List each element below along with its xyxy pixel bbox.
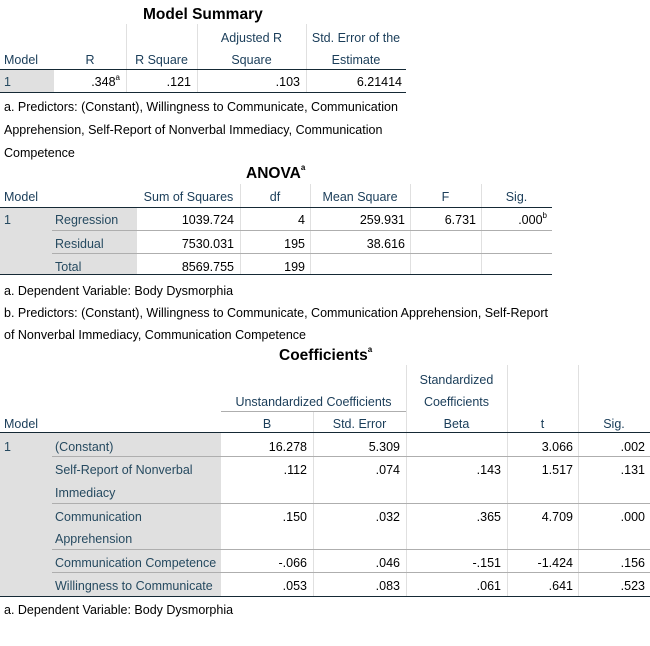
anova-row-label: Residual [55,237,104,251]
coef-cell-se: .074 [375,463,400,477]
coef-model-num: 1 [4,440,11,454]
ms-footnote-3: Competence [4,146,75,160]
ms-header-r: R [85,53,95,67]
ms-footnote-1: a. Predictors: (Constant), Willingness to Communicate, Communication [4,100,398,114]
coef-header-unstd: Unstandardized Coefficients [235,395,392,409]
anova-row-label: Total [55,260,82,274]
ms-cell-adj-r-square: .103 [275,75,300,89]
ms-cell-r: .348$^a$ [91,73,120,89]
coef-row-label: (Constant) [55,440,114,454]
coef-cell-sig: .156 [620,556,645,570]
coef-header-beta: Beta [443,417,470,431]
coef-cell-t: .641 [548,579,573,593]
coef-cell-beta: .143 [476,463,501,477]
anova-cell-ms: 259.931 [359,213,405,227]
coef-cell-t: -1.424 [537,556,573,570]
coef-cell-beta: .365 [476,510,501,524]
anova-header-df: df [269,190,281,204]
coef-cell-b: 16.278 [268,440,307,454]
coef-cell-se: .032 [375,510,400,524]
ms-header-adj-r-square-2: Square [231,53,272,67]
anova-header-ms: Mean Square [322,190,398,204]
ms-cell-std-error: 6.21414 [356,75,402,89]
coef-cell-se: .083 [375,579,400,593]
anova-model-num: 1 [4,213,11,227]
anova-cell-sig: .000$^b$ [518,211,547,227]
ms-cell-r-square: .121 [166,75,191,89]
ms-footnote-2: Apprehension, Self-Report of Nonverbal Immediacy, Communication [4,123,383,137]
coef-row-label: Communication Competence [55,556,217,570]
coef-cell-b: .053 [282,579,307,593]
coef-row-label-2: Apprehension [55,532,133,546]
anova-header-ss: Sum of Squares [143,190,234,204]
coef-header-std-error: Std. Error [332,417,387,431]
coef-cell-b: .150 [282,510,307,524]
ms-row-model: 1 [4,75,11,89]
anova-cell-ss: 8569.755 [181,260,234,274]
coef-cell-t: 3.066 [541,440,573,454]
ms-header-model: Model [4,53,39,67]
coef-header-model: Model [4,417,39,431]
anova-footnote-a: a. Dependent Variable: Body Dysmorphia [4,284,234,298]
anova-cell-ms: 38.616 [366,237,405,251]
anova-header-f: F [441,190,450,204]
coef-cell-sig: .000 [620,510,645,524]
anova-cell-f: 6.731 [444,213,476,227]
coef-cell-sig: .131 [620,463,645,477]
coef-row-label: Communication [55,510,142,524]
model-summary-title: Model Summary [143,6,263,23]
coef-row-label-2: Immediacy [55,486,116,500]
coef-header-b: B [262,417,272,431]
ms-header-adj-r-square-1: Adjusted R [220,31,283,45]
anova-header-model: Model [4,190,39,204]
coef-cell-b: .112 [283,463,307,477]
anova-row-label: Regression [55,213,119,227]
anova-cell-df: 4 [298,213,305,227]
coef-cell-sig: .002 [620,440,645,454]
coef-cell-t: 1.517 [541,463,573,477]
coef-header-std-1: Standardized [419,373,494,387]
coef-header-sig: Sig. [603,417,625,431]
ms-header-std-error-1: Std. Error of the [311,31,401,45]
coef-header-std-2: Coefficients [423,395,490,409]
coefficients-title: Coefficients$^a$ [279,345,373,364]
ms-header-r-square: R Square [135,53,188,67]
coef-footnote: a. Dependent Variable: Body Dysmorphia [4,603,234,617]
coef-cell-beta: .061 [476,579,501,593]
anova-cell-df: 199 [284,260,305,274]
coef-cell-se: .046 [375,556,400,570]
anova-footnote-b-1: b. Predictors: (Constant), Willingness to Communicate, Communication Apprehension, Self-Report [4,306,548,320]
coef-row-label: Willingness to Communicate [55,579,213,593]
anova-title: ANOVA$^a$ [246,163,306,182]
anova-cell-ss: 7530.031 [181,237,234,251]
anova-cell-df: 195 [284,237,305,251]
coef-row-label: Self-Report of Nonverbal [55,463,193,477]
anova-footnote-b-2: of Nonverbal Immediacy, Communication Competence [4,328,306,342]
coef-cell-t: 4.709 [541,510,573,524]
coef-cell-b: -.066 [278,556,307,570]
anova-header-sig: Sig. [505,190,528,204]
coef-header-t: t [540,417,545,431]
coef-cell-beta: -.151 [472,556,501,570]
coef-cell-sig: .523 [620,579,645,593]
anova-cell-ss: 1039.724 [181,213,234,227]
ms-header-std-error-2: Estimate [331,53,381,67]
coef-cell-se: 5.309 [368,440,400,454]
